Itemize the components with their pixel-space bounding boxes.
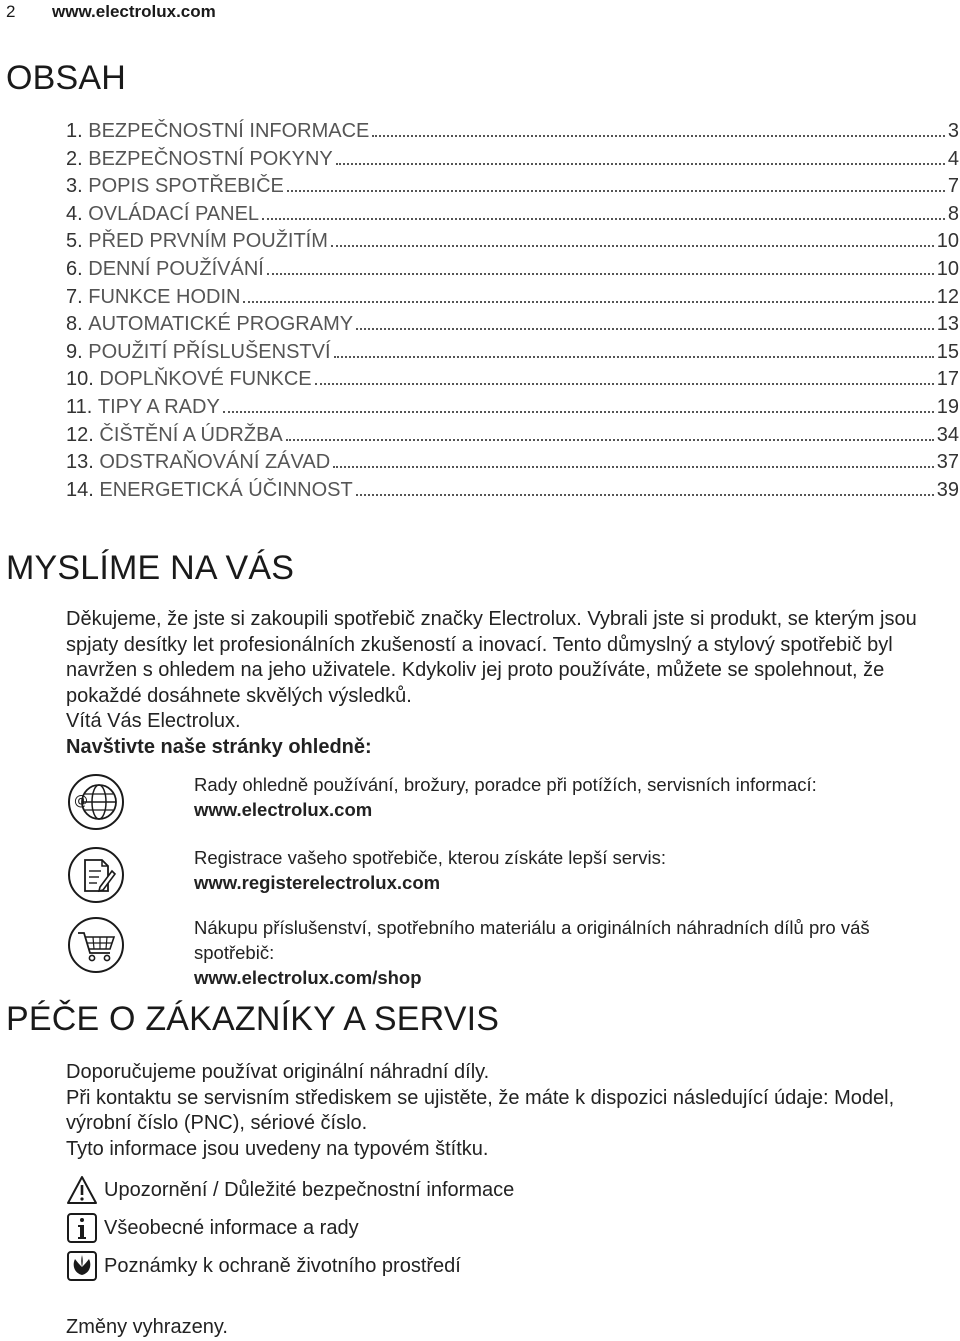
url-electrolux[interactable]: www.electrolux.com — [194, 799, 373, 820]
toc-title: OBSAH — [6, 59, 127, 97]
svg-text:@: @ — [74, 793, 88, 809]
page-header — [6, 0, 216, 24]
symbol-warning-text: Upozornění / Důležité bezpečnostní informace — [104, 1178, 515, 1201]
visit-heading: Navštivte naše stránky ohledně: — [66, 735, 372, 758]
registration-form-icon — [66, 845, 126, 905]
url-register[interactable]: www.registerelectrolux.com — [194, 872, 441, 893]
section-title-care: PÉČE O ZÁKAZNÍKY A SERVIS — [6, 1000, 500, 1038]
table-of-contents — [66, 118, 959, 504]
toc-item[interactable]: 8. AUTOMATICKÉ PROGRAMY 13 — [66, 313, 959, 336]
toc-item[interactable]: 9. POUŽITÍ PŘÍSLUŠENSTVÍ 15 — [66, 340, 959, 363]
footer-note: Změny vyhrazeny. — [66, 1316, 228, 1338]
welcome-line: Vítá Vás Electrolux. — [66, 710, 241, 732]
toc-item[interactable]: 5. PŘED PRVNÍM POUŽITÍM 10 — [66, 230, 959, 253]
intro-paragraph: Děkujeme, že jste si zakoupili spotřebič značky Electrolux. Vybrali jste si produkt, se kterým jsou spjaty desítky let profesionálních zkušeností a inovací. Tento důmyslný a stylový spotřebič byl navržen s ohledem na jeho uživatele. Kdykoliv jej proto používáte, můžete se spolehnout, že pokaždé dosáhnete skvělých výsledků. Vítá Vás Electrolux. Navštivte naše stránky ohledně: — [66, 608, 917, 758]
toc-item[interactable]: 7. FUNKCE HODIN 12 — [66, 285, 959, 308]
environment-leaf-icon — [66, 1251, 98, 1281]
toc-item[interactable]: 14. ENERGETICKÁ ÚČINNOST 39 — [66, 478, 959, 501]
url-shop[interactable]: www.electrolux.com/shop — [194, 967, 422, 988]
symbol-environment-text: Poznámky k ochraně životního prostředí — [104, 1254, 461, 1277]
shopping-cart-icon — [66, 915, 126, 975]
section-title-thinking: MYSLÍME NA VÁS — [6, 549, 295, 587]
link-item-support: @ Rady ohledně používání, brožury, poradce při potížích, servisních informací: www.electrolux.com — [66, 772, 956, 842]
symbol-environment-row — [66, 1251, 461, 1281]
toc-item[interactable]: 6. DENNÍ POUŽÍVÁNÍ 10 — [66, 257, 959, 280]
link-item-shop: Nákupu příslušenství, spotřebního materiálu a originálních náhradních dílů pro váš spotřebič: www.electrolux.com/shop — [66, 915, 956, 985]
symbol-info-row — [66, 1213, 359, 1243]
symbol-info-text: Všeobecné informace a rady — [104, 1216, 359, 1239]
page-number: 2 — [6, 2, 16, 21]
toc-item[interactable]: 4. OVLÁDACÍ PANEL 8 — [66, 202, 959, 225]
symbol-warning-row — [66, 1175, 514, 1205]
header-site-link[interactable]: www.electrolux.com — [52, 2, 216, 21]
toc-item[interactable]: 10. DOPLŇKOVÉ FUNKCE 17 — [66, 368, 959, 391]
globe-at-icon — [66, 772, 126, 832]
warning-triangle-icon — [66, 1175, 98, 1205]
link-item-register: Registrace vašeho spotřebiče, kterou získáte lepší servis: www.registerelectrolux.com — [66, 845, 956, 915]
toc-item[interactable]: 1. BEZPEČNOSTNÍ INFORMACE 3 — [66, 120, 959, 142]
toc-item[interactable]: 13. ODSTRAŇOVÁNÍ ZÁVAD 37 — [66, 451, 959, 474]
care-paragraph: Doporučujeme používat originální náhradní díly. Při kontaktu se servisním střediskem se ujistěte, že máte k dispozici následující údaje: Model, výrobní číslo (PNC), sériové číslo. Tyto informace jsou uvedeny na typovém štítku. — [66, 1061, 895, 1160]
info-icon — [66, 1213, 98, 1243]
toc-item[interactable]: 3. POPIS SPOTŘEBIČE 7 — [66, 175, 959, 198]
toc-item[interactable]: 11. TIPY A RADY 19 — [66, 395, 959, 418]
toc-item[interactable]: 12. ČIŠTĚNÍ A ÚDRŽBA 34 — [66, 423, 959, 446]
toc-item[interactable]: 2. BEZPEČNOSTNÍ POKYNY 4 — [66, 147, 959, 170]
